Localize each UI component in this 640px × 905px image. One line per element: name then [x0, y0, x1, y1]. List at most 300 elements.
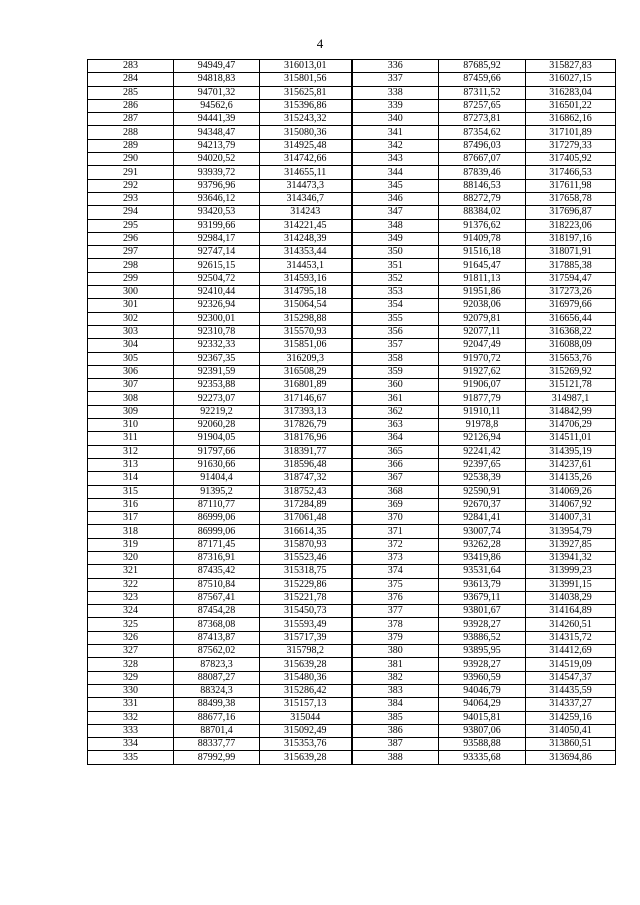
- point-number-left-cell: 293: [88, 192, 174, 205]
- point-number-left-cell: 287: [88, 113, 174, 126]
- table-row: [88, 192, 616, 205]
- y-coordinate-right-cell: 313991,15: [526, 578, 616, 591]
- x-coordinate-right-cell: 93588,88: [439, 738, 526, 751]
- y-coordinate-left-cell: 315523,46: [260, 551, 352, 564]
- y-coordinate-left-cell: 315396,86: [260, 99, 352, 112]
- point-number-left-cell: 286: [88, 99, 174, 112]
- y-coordinate-left-cell: 318176,96: [260, 432, 352, 445]
- point-number-right-cell: 379: [352, 631, 439, 644]
- x-coordinate-right-cell: 94064,29: [439, 698, 526, 711]
- y-coordinate-right-cell: 314260,51: [526, 618, 616, 631]
- y-coordinate-right-cell: 317101,89: [526, 126, 616, 139]
- x-coordinate-right-cell: 91877,79: [439, 392, 526, 405]
- table-row: [88, 392, 616, 405]
- point-number-left-cell: 311: [88, 432, 174, 445]
- point-number-right-cell: 370: [352, 512, 439, 525]
- y-coordinate-right-cell: 314259,16: [526, 711, 616, 724]
- point-number-right-cell: 363: [352, 419, 439, 432]
- x-coordinate-right-cell: 93928,27: [439, 658, 526, 671]
- x-coordinate-right-cell: 91645,47: [439, 259, 526, 272]
- x-coordinate-right-cell: 92038,06: [439, 299, 526, 312]
- page-number: 4: [316, 36, 324, 51]
- y-coordinate-left-cell: 314473,3: [260, 179, 352, 192]
- x-coordinate-right-cell: 93335,68: [439, 751, 526, 764]
- x-coordinate-left-cell: 92326,94: [174, 299, 260, 312]
- y-coordinate-left-cell: 314453,1: [260, 259, 352, 272]
- x-coordinate-right-cell: 93679,11: [439, 591, 526, 604]
- y-coordinate-left-cell: 317061,48: [260, 512, 352, 525]
- x-coordinate-right-cell: 92590,91: [439, 485, 526, 498]
- table-row: [88, 591, 616, 604]
- point-number-right-cell: 341: [352, 126, 439, 139]
- point-number-right-cell: 342: [352, 139, 439, 152]
- y-coordinate-left-cell: 316614,35: [260, 525, 352, 538]
- point-number-right-cell: 356: [352, 325, 439, 338]
- point-number-right-cell: 374: [352, 565, 439, 578]
- y-coordinate-left-cell: 316801,89: [260, 379, 352, 392]
- x-coordinate-left-cell: 93796,96: [174, 179, 260, 192]
- x-coordinate-right-cell: 91978,8: [439, 419, 526, 432]
- point-number-right-cell: 349: [352, 232, 439, 245]
- point-number-left-cell: 299: [88, 272, 174, 285]
- point-number-left-cell: 284: [88, 73, 174, 86]
- y-coordinate-right-cell: 317279,33: [526, 139, 616, 152]
- y-coordinate-left-cell: 317146,67: [260, 392, 352, 405]
- y-coordinate-right-cell: 315827,83: [526, 60, 616, 73]
- table-row: [88, 631, 616, 644]
- table-row: [88, 86, 616, 99]
- point-number-left-cell: 301: [88, 299, 174, 312]
- point-number-right-cell: 367: [352, 472, 439, 485]
- y-coordinate-left-cell: 318752,43: [260, 485, 352, 498]
- point-number-left-cell: 335: [88, 751, 174, 764]
- x-coordinate-left-cell: 93199,66: [174, 219, 260, 232]
- point-number-left-cell: 285: [88, 86, 174, 99]
- y-coordinate-right-cell: 314706,29: [526, 419, 616, 432]
- x-coordinate-right-cell: 91970,72: [439, 352, 526, 365]
- point-number-left-cell: 326: [88, 631, 174, 644]
- x-coordinate-left-cell: 87992,99: [174, 751, 260, 764]
- point-number-left-cell: 316: [88, 498, 174, 511]
- x-coordinate-right-cell: 88146,53: [439, 179, 526, 192]
- y-coordinate-right-cell: 318223,06: [526, 219, 616, 232]
- y-coordinate-right-cell: 315269,92: [526, 365, 616, 378]
- y-coordinate-right-cell: 318071,91: [526, 246, 616, 259]
- x-coordinate-right-cell: 92397,65: [439, 458, 526, 471]
- point-number-right-cell: 365: [352, 445, 439, 458]
- table-row: [88, 206, 616, 219]
- point-number-left-cell: 305: [88, 352, 174, 365]
- table-row: [88, 166, 616, 179]
- y-coordinate-left-cell: 318596,48: [260, 458, 352, 471]
- y-coordinate-right-cell: 313954,79: [526, 525, 616, 538]
- point-number-right-cell: 347: [352, 206, 439, 219]
- y-coordinate-right-cell: 317466,53: [526, 166, 616, 179]
- y-coordinate-left-cell: 317284,89: [260, 498, 352, 511]
- table-row: [88, 60, 616, 73]
- point-number-left-cell: 313: [88, 458, 174, 471]
- point-number-right-cell: 368: [352, 485, 439, 498]
- y-coordinate-left-cell: 314221,45: [260, 219, 352, 232]
- y-coordinate-left-cell: 318747,32: [260, 472, 352, 485]
- table-row: [88, 485, 616, 498]
- y-coordinate-right-cell: 313927,85: [526, 538, 616, 551]
- point-number-right-cell: 359: [352, 365, 439, 378]
- point-number-left-cell: 296: [88, 232, 174, 245]
- point-number-right-cell: 372: [352, 538, 439, 551]
- x-coordinate-left-cell: 88324,3: [174, 684, 260, 697]
- point-number-right-cell: 357: [352, 339, 439, 352]
- point-number-left-cell: 297: [88, 246, 174, 259]
- point-number-right-cell: 352: [352, 272, 439, 285]
- x-coordinate-left-cell: 92504,72: [174, 272, 260, 285]
- x-coordinate-left-cell: 93646,12: [174, 192, 260, 205]
- point-number-right-cell: 338: [352, 86, 439, 99]
- x-coordinate-left-cell: 91404,4: [174, 472, 260, 485]
- x-coordinate-right-cell: 92241,42: [439, 445, 526, 458]
- x-coordinate-left-cell: 87823,3: [174, 658, 260, 671]
- y-coordinate-left-cell: 314925,48: [260, 139, 352, 152]
- x-coordinate-left-cell: 92615,15: [174, 259, 260, 272]
- y-coordinate-left-cell: 315044: [260, 711, 352, 724]
- table-row: [88, 139, 616, 152]
- y-coordinate-left-cell: 315798,2: [260, 645, 352, 658]
- x-coordinate-left-cell: 87368,08: [174, 618, 260, 631]
- table-row: [88, 312, 616, 325]
- table-row: [88, 698, 616, 711]
- x-coordinate-left-cell: 94701,32: [174, 86, 260, 99]
- x-coordinate-right-cell: 87685,92: [439, 60, 526, 73]
- point-number-left-cell: 332: [88, 711, 174, 724]
- coordinates-table: [87, 59, 616, 765]
- x-coordinate-right-cell: 94046,79: [439, 684, 526, 697]
- x-coordinate-right-cell: 87839,46: [439, 166, 526, 179]
- table-row: [88, 179, 616, 192]
- x-coordinate-right-cell: 93262,28: [439, 538, 526, 551]
- y-coordinate-left-cell: 315080,36: [260, 126, 352, 139]
- y-coordinate-left-cell: 315221,78: [260, 591, 352, 604]
- x-coordinate-right-cell: 93807,06: [439, 724, 526, 737]
- x-coordinate-right-cell: 91906,07: [439, 379, 526, 392]
- point-number-left-cell: 324: [88, 605, 174, 618]
- point-number-left-cell: 319: [88, 538, 174, 551]
- y-coordinate-left-cell: 316508,29: [260, 365, 352, 378]
- point-number-left-cell: 289: [88, 139, 174, 152]
- x-coordinate-right-cell: 93960,59: [439, 671, 526, 684]
- y-coordinate-left-cell: 315092,49: [260, 724, 352, 737]
- point-number-right-cell: 382: [352, 671, 439, 684]
- y-coordinate-right-cell: 313694,86: [526, 751, 616, 764]
- y-coordinate-right-cell: 315653,76: [526, 352, 616, 365]
- y-coordinate-right-cell: 314315,72: [526, 631, 616, 644]
- point-number-right-cell: 383: [352, 684, 439, 697]
- table-row: [88, 724, 616, 737]
- y-coordinate-right-cell: 317885,38: [526, 259, 616, 272]
- x-coordinate-left-cell: 86999,06: [174, 512, 260, 525]
- y-coordinate-left-cell: 315243,32: [260, 113, 352, 126]
- x-coordinate-right-cell: 91951,86: [439, 286, 526, 299]
- x-coordinate-left-cell: 91630,66: [174, 458, 260, 471]
- x-coordinate-left-cell: 92367,35: [174, 352, 260, 365]
- point-number-right-cell: 384: [352, 698, 439, 711]
- point-number-right-cell: 353: [352, 286, 439, 299]
- point-number-left-cell: 321: [88, 565, 174, 578]
- point-number-right-cell: 339: [352, 99, 439, 112]
- point-number-right-cell: 385: [352, 711, 439, 724]
- y-coordinate-right-cell: 314842,99: [526, 405, 616, 418]
- y-coordinate-right-cell: 314395,19: [526, 445, 616, 458]
- point-number-right-cell: 351: [352, 259, 439, 272]
- table-row: [88, 445, 616, 458]
- point-number-left-cell: 325: [88, 618, 174, 631]
- y-coordinate-right-cell: 317611,98: [526, 179, 616, 192]
- x-coordinate-left-cell: 92273,07: [174, 392, 260, 405]
- y-coordinate-right-cell: 317594,47: [526, 272, 616, 285]
- table-row: [88, 498, 616, 511]
- x-coordinate-left-cell: 88499,38: [174, 698, 260, 711]
- point-number-left-cell: 312: [88, 445, 174, 458]
- x-coordinate-right-cell: 87311,52: [439, 86, 526, 99]
- point-number-left-cell: 314: [88, 472, 174, 485]
- point-number-right-cell: 386: [352, 724, 439, 737]
- y-coordinate-right-cell: 314135,26: [526, 472, 616, 485]
- table-row: [88, 232, 616, 245]
- table-row: [88, 259, 616, 272]
- x-coordinate-left-cell: 92747,14: [174, 246, 260, 259]
- y-coordinate-left-cell: 315717,39: [260, 631, 352, 644]
- x-coordinate-right-cell: 87273,81: [439, 113, 526, 126]
- x-coordinate-left-cell: 87454,28: [174, 605, 260, 618]
- x-coordinate-left-cell: 87110,77: [174, 498, 260, 511]
- y-coordinate-left-cell: 314795,18: [260, 286, 352, 299]
- table-row: [88, 578, 616, 591]
- table-row: [88, 325, 616, 338]
- y-coordinate-right-cell: 314050,41: [526, 724, 616, 737]
- y-coordinate-left-cell: 315593,49: [260, 618, 352, 631]
- x-coordinate-right-cell: 93007,74: [439, 525, 526, 538]
- point-number-left-cell: 294: [88, 206, 174, 219]
- table-row: [88, 711, 616, 724]
- point-number-left-cell: 298: [88, 259, 174, 272]
- table-row: [88, 512, 616, 525]
- y-coordinate-right-cell: 316979,66: [526, 299, 616, 312]
- point-number-right-cell: 343: [352, 153, 439, 166]
- x-coordinate-right-cell: 92126,94: [439, 432, 526, 445]
- x-coordinate-right-cell: 92077,11: [439, 325, 526, 338]
- point-number-left-cell: 318: [88, 525, 174, 538]
- table-row: [88, 219, 616, 232]
- point-number-left-cell: 333: [88, 724, 174, 737]
- x-coordinate-right-cell: 92079,81: [439, 312, 526, 325]
- point-number-right-cell: 380: [352, 645, 439, 658]
- y-coordinate-right-cell: 316088,09: [526, 339, 616, 352]
- point-number-left-cell: 329: [88, 671, 174, 684]
- x-coordinate-left-cell: 88677,16: [174, 711, 260, 724]
- y-coordinate-left-cell: 315157,13: [260, 698, 352, 711]
- point-number-right-cell: 362: [352, 405, 439, 418]
- table-row: [88, 286, 616, 299]
- table-row: [88, 738, 616, 751]
- x-coordinate-left-cell: 87413,87: [174, 631, 260, 644]
- x-coordinate-right-cell: 93801,67: [439, 605, 526, 618]
- y-coordinate-right-cell: 314069,26: [526, 485, 616, 498]
- y-coordinate-left-cell: 314353,44: [260, 246, 352, 259]
- x-coordinate-right-cell: 93928,27: [439, 618, 526, 631]
- x-coordinate-left-cell: 92410,44: [174, 286, 260, 299]
- table-row: [88, 551, 616, 564]
- y-coordinate-left-cell: 315801,56: [260, 73, 352, 86]
- x-coordinate-right-cell: 92670,37: [439, 498, 526, 511]
- x-coordinate-right-cell: 91376,62: [439, 219, 526, 232]
- y-coordinate-right-cell: 313999,23: [526, 565, 616, 578]
- y-coordinate-right-cell: 316368,22: [526, 325, 616, 338]
- table-row: [88, 565, 616, 578]
- y-coordinate-right-cell: 314987,1: [526, 392, 616, 405]
- table-row: [88, 472, 616, 485]
- x-coordinate-right-cell: 92538,39: [439, 472, 526, 485]
- y-coordinate-right-cell: 314038,29: [526, 591, 616, 604]
- x-coordinate-right-cell: 88384,02: [439, 206, 526, 219]
- y-coordinate-left-cell: 314593,16: [260, 272, 352, 285]
- point-number-left-cell: 323: [88, 591, 174, 604]
- y-coordinate-right-cell: 314519,09: [526, 658, 616, 671]
- x-coordinate-right-cell: 92047,49: [439, 339, 526, 352]
- point-number-left-cell: 290: [88, 153, 174, 166]
- x-coordinate-left-cell: 94949,47: [174, 60, 260, 73]
- table-row: [88, 658, 616, 671]
- table-row: [88, 419, 616, 432]
- x-coordinate-left-cell: 87562,02: [174, 645, 260, 658]
- x-coordinate-left-cell: 92300,01: [174, 312, 260, 325]
- y-coordinate-left-cell: 315625,81: [260, 86, 352, 99]
- x-coordinate-left-cell: 94213,79: [174, 139, 260, 152]
- y-coordinate-left-cell: 315353,76: [260, 738, 352, 751]
- x-coordinate-right-cell: 92841,41: [439, 512, 526, 525]
- x-coordinate-left-cell: 94020,52: [174, 153, 260, 166]
- point-number-left-cell: 315: [88, 485, 174, 498]
- y-coordinate-right-cell: 316656,44: [526, 312, 616, 325]
- y-coordinate-left-cell: 315286,42: [260, 684, 352, 697]
- y-coordinate-left-cell: 314655,11: [260, 166, 352, 179]
- point-number-right-cell: 364: [352, 432, 439, 445]
- table-row: [88, 525, 616, 538]
- x-coordinate-left-cell: 92060,28: [174, 419, 260, 432]
- x-coordinate-left-cell: 87567,41: [174, 591, 260, 604]
- point-number-left-cell: 317: [88, 512, 174, 525]
- table-row: [88, 379, 616, 392]
- x-coordinate-right-cell: 93895,95: [439, 645, 526, 658]
- point-number-left-cell: 330: [88, 684, 174, 697]
- y-coordinate-right-cell: 314237,61: [526, 458, 616, 471]
- x-coordinate-left-cell: 94441,39: [174, 113, 260, 126]
- y-coordinate-right-cell: 316283,04: [526, 86, 616, 99]
- x-coordinate-left-cell: 91395,2: [174, 485, 260, 498]
- point-number-left-cell: 328: [88, 658, 174, 671]
- x-coordinate-right-cell: 91927,62: [439, 365, 526, 378]
- y-coordinate-right-cell: 314164,89: [526, 605, 616, 618]
- y-coordinate-left-cell: 315318,75: [260, 565, 352, 578]
- point-number-left-cell: 283: [88, 60, 174, 73]
- y-coordinate-left-cell: 315870,93: [260, 538, 352, 551]
- y-coordinate-left-cell: 315450,73: [260, 605, 352, 618]
- y-coordinate-right-cell: 314511,01: [526, 432, 616, 445]
- x-coordinate-left-cell: 94818,83: [174, 73, 260, 86]
- y-coordinate-right-cell: 314435,59: [526, 684, 616, 697]
- point-number-right-cell: 378: [352, 618, 439, 631]
- y-coordinate-left-cell: 315229,86: [260, 578, 352, 591]
- x-coordinate-left-cell: 91904,05: [174, 432, 260, 445]
- x-coordinate-left-cell: 94562,6: [174, 99, 260, 112]
- point-number-right-cell: 348: [352, 219, 439, 232]
- x-coordinate-right-cell: 91910,11: [439, 405, 526, 418]
- y-coordinate-left-cell: 315570,93: [260, 325, 352, 338]
- x-coordinate-left-cell: 87171,45: [174, 538, 260, 551]
- point-number-right-cell: 350: [352, 246, 439, 259]
- y-coordinate-left-cell: 317826,79: [260, 419, 352, 432]
- x-coordinate-right-cell: 88272,79: [439, 192, 526, 205]
- point-number-right-cell: 354: [352, 299, 439, 312]
- y-coordinate-left-cell: 315064,54: [260, 299, 352, 312]
- y-coordinate-left-cell: 314243: [260, 206, 352, 219]
- x-coordinate-right-cell: 93531,64: [439, 565, 526, 578]
- y-coordinate-left-cell: 314742,66: [260, 153, 352, 166]
- x-coordinate-left-cell: 92310,78: [174, 325, 260, 338]
- y-coordinate-right-cell: 316501,22: [526, 99, 616, 112]
- point-number-right-cell: 375: [352, 578, 439, 591]
- y-coordinate-right-cell: 314007,31: [526, 512, 616, 525]
- x-coordinate-right-cell: 91516,18: [439, 246, 526, 259]
- x-coordinate-right-cell: 93886,52: [439, 631, 526, 644]
- x-coordinate-right-cell: 87354,62: [439, 126, 526, 139]
- table-row: [88, 153, 616, 166]
- point-number-right-cell: 360: [352, 379, 439, 392]
- x-coordinate-left-cell: 86999,06: [174, 525, 260, 538]
- point-number-right-cell: 376: [352, 591, 439, 604]
- x-coordinate-right-cell: 91811,13: [439, 272, 526, 285]
- x-coordinate-left-cell: 87510,84: [174, 578, 260, 591]
- point-number-right-cell: 369: [352, 498, 439, 511]
- x-coordinate-left-cell: 91797,66: [174, 445, 260, 458]
- point-number-left-cell: 309: [88, 405, 174, 418]
- point-number-right-cell: 355: [352, 312, 439, 325]
- point-number-left-cell: 334: [88, 738, 174, 751]
- point-number-left-cell: 304: [88, 339, 174, 352]
- table-row: [88, 299, 616, 312]
- y-coordinate-right-cell: 317273,26: [526, 286, 616, 299]
- table-row: [88, 618, 616, 631]
- point-number-left-cell: 331: [88, 698, 174, 711]
- table-row: [88, 645, 616, 658]
- y-coordinate-right-cell: 313941,32: [526, 551, 616, 564]
- point-number-left-cell: 320: [88, 551, 174, 564]
- point-number-left-cell: 306: [88, 365, 174, 378]
- y-coordinate-left-cell: 315639,28: [260, 658, 352, 671]
- x-coordinate-right-cell: 93419,86: [439, 551, 526, 564]
- x-coordinate-right-cell: 87667,07: [439, 153, 526, 166]
- point-number-right-cell: 371: [352, 525, 439, 538]
- y-coordinate-right-cell: 314547,37: [526, 671, 616, 684]
- point-number-left-cell: 307: [88, 379, 174, 392]
- y-coordinate-left-cell: 316013,01: [260, 60, 352, 73]
- x-coordinate-right-cell: 91409,78: [439, 232, 526, 245]
- y-coordinate-left-cell: 315639,28: [260, 751, 352, 764]
- x-coordinate-left-cell: 88087,27: [174, 671, 260, 684]
- table-row: [88, 126, 616, 139]
- y-coordinate-left-cell: 314346,7: [260, 192, 352, 205]
- x-coordinate-left-cell: 92332,33: [174, 339, 260, 352]
- x-coordinate-left-cell: 88701,4: [174, 724, 260, 737]
- table-row: [88, 339, 616, 352]
